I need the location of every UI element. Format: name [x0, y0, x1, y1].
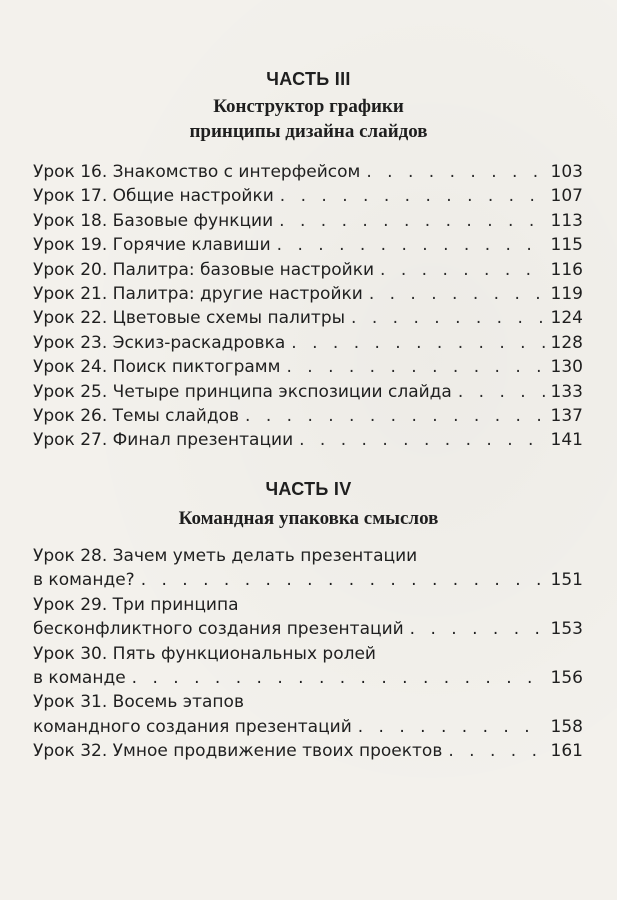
toc-entry[interactable] [33, 258, 583, 282]
toc-entry-title: Урок 22. Цветовые схемы палитры [33, 308, 346, 329]
toc-entry-title-cont: в команде [33, 667, 126, 688]
toc-entry-page: 156 [550, 667, 583, 688]
toc-entry-title: Урок 20. Палитра: базовые настройки [33, 259, 375, 280]
toc-entry[interactable] [33, 642, 583, 691]
toc-entry-page: 113 [550, 210, 583, 231]
toc-entry-page: 137 [550, 405, 583, 426]
toc-entry-page: 130 [550, 357, 583, 378]
toc-entry-title: Урок 25. Четыре принципа экспозиции слайда [33, 381, 452, 402]
leader-dots [280, 184, 545, 208]
toc-entry-page: 141 [550, 430, 583, 451]
toc-entry-title: Урок 24. Поиск пиктограмм [33, 357, 281, 378]
toc-entry-title: Урок 30. Пять функциональных ролей [33, 643, 376, 664]
toc-entry[interactable] [33, 355, 583, 379]
leader-dots [291, 331, 544, 355]
leader-dots [286, 355, 544, 379]
toc-entry-title: Урок 27. Финал презентации [33, 430, 294, 451]
toc-entry[interactable] [33, 209, 583, 233]
toc-entry-title: Урок 16. Знакомство с интерфейсом [33, 162, 361, 182]
toc-entry-page: 119 [550, 283, 583, 304]
leader-dots [245, 404, 545, 428]
leader-dots [458, 380, 545, 404]
toc-entry-page: 158 [550, 716, 583, 737]
part3-header [0, 68, 617, 144]
part4-toc [33, 544, 583, 764]
leader-dots [369, 282, 545, 306]
toc-entry-page: 115 [550, 235, 583, 256]
leader-dots [279, 209, 544, 233]
toc-entry[interactable] [33, 739, 583, 763]
toc-entry-title: Урок 19. Горячие клавиши [33, 235, 271, 256]
toc-entry[interactable] [33, 690, 583, 739]
toc-entry-page: 151 [550, 570, 583, 591]
part3-heading: ЧАСТЬ III [266, 69, 351, 89]
toc-entry-title: Урок 21. Палитра: другие настройки [33, 283, 363, 304]
leader-dots [380, 258, 545, 282]
toc-entry[interactable] [33, 282, 583, 306]
toc-entry-page: 161 [550, 741, 583, 762]
toc-entry[interactable] [33, 184, 583, 208]
leader-dots [141, 568, 545, 592]
toc-entry-title: Урок 32. Умное продвижение твоих проектов [33, 741, 443, 762]
leader-dots [366, 160, 544, 184]
toc-entry-title: Урок 29. Три принципа [33, 594, 239, 615]
toc-entry[interactable] [33, 544, 583, 593]
toc-entry[interactable] [33, 404, 583, 428]
toc-entry[interactable] [33, 160, 583, 184]
leader-dots [410, 617, 545, 641]
toc-entry[interactable] [33, 306, 583, 330]
toc-entry-title: Урок 31. Восемь этапов [33, 692, 244, 713]
toc-entry-page: 133 [550, 381, 583, 402]
part3-subtitle-line1: Конструктор графики [213, 96, 404, 117]
toc-entry-page: 103 [550, 162, 583, 182]
leader-dots [132, 666, 545, 690]
toc-entry-page: 128 [550, 332, 583, 353]
toc-entry[interactable] [33, 428, 583, 452]
toc-entry[interactable] [33, 233, 583, 257]
toc-entry-title: Урок 28. Зачем уметь делать презентации [33, 546, 418, 566]
toc-entry-page: 107 [550, 186, 583, 207]
leader-dots [448, 739, 544, 763]
leader-dots [277, 233, 545, 257]
toc-entry-title-cont: в команде? [33, 570, 135, 591]
toc-entry-page: 124 [550, 308, 583, 329]
part4-heading: ЧАСТЬ IV [265, 479, 352, 499]
toc-entry-title: Урок 18. Базовые функции [33, 210, 274, 231]
toc-entry-page: 153 [550, 619, 583, 640]
part4-header [0, 478, 617, 531]
toc-entry-title-cont: бесконфликтного создания презентаций [33, 619, 404, 640]
toc-entry[interactable] [33, 380, 583, 404]
toc-entry[interactable] [33, 331, 583, 355]
toc-entry-page: 116 [550, 259, 583, 280]
toc-entry-title-cont: командного создания презентаций [33, 716, 352, 737]
part3-subtitle-line2: принципы дизайна слайдов [189, 121, 428, 142]
leader-dots [358, 715, 545, 739]
leader-dots [351, 306, 545, 330]
toc-entry-title: Урок 26. Темы слайдов [33, 405, 240, 426]
toc-entry-title: Урок 23. Эскиз-раскадровка [33, 332, 286, 353]
part4-subtitle: Командная упаковка смыслов [178, 508, 439, 529]
leader-dots [299, 428, 544, 452]
toc-entry[interactable] [33, 593, 583, 642]
part3-toc [33, 160, 583, 453]
toc-entry-title: Урок 17. Общие настройки [33, 186, 274, 207]
